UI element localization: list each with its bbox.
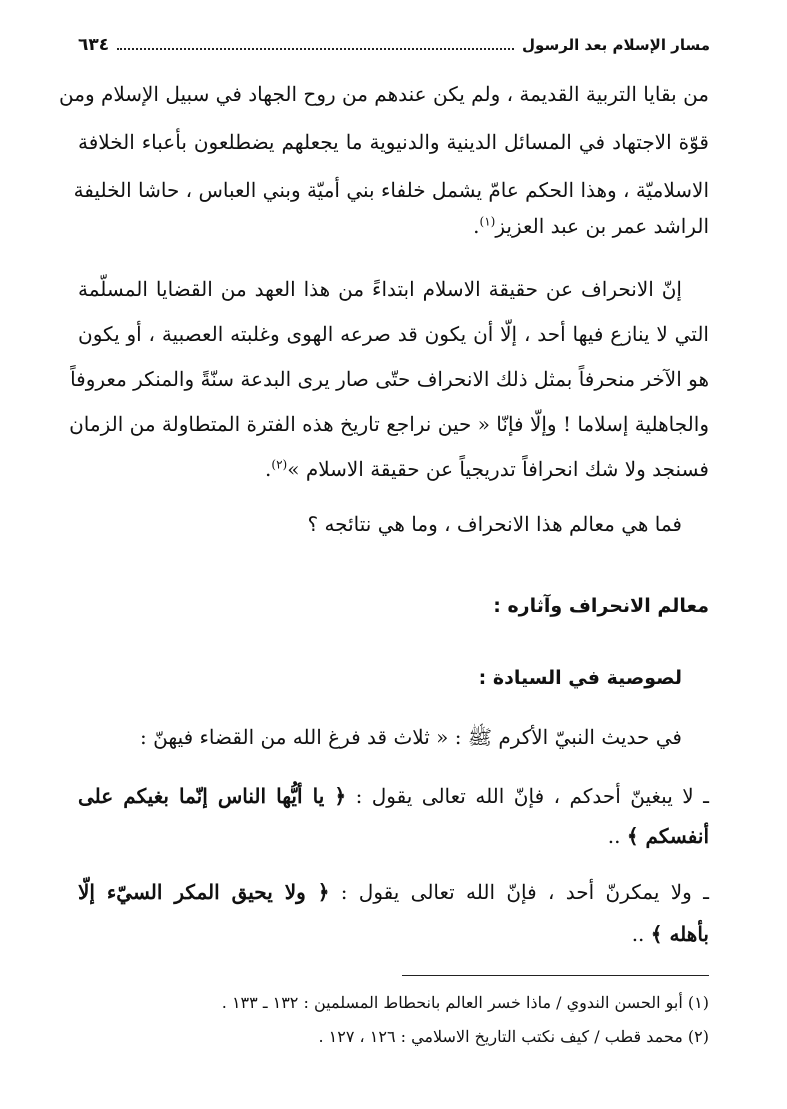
- leader-dots: [117, 48, 514, 50]
- item1-line2: [608, 822, 709, 850]
- footnote-ref-2[interactable]: (٢): [271, 457, 288, 472]
- paragraph2-line5-end: .: [265, 457, 272, 481]
- section-heading: معالم الانحراف وآثاره :: [493, 595, 709, 617]
- paragraph1-line2: قوّة الاجتهاد في المسائل الدينية والدنيوية ما يجعلهم يضطلعون بأعباء الخلافة: [78, 130, 709, 154]
- subheading: لصوصية في السيادة :: [478, 667, 682, 689]
- paragraph2-line2: التي لا ينازع فيها أحد ، إلّا أن يكون قد صرعه الهوى وغلبته العصبية ، أو يكون: [78, 322, 709, 346]
- footnote-1: (١) أبو الحسن الندوي / ماذا خسر العالم بانحطاط المسلمين : ١٣٢ ـ ١٣٣ .: [221, 993, 709, 1012]
- paragraph1-line1: من بقايا التربية القديمة ، ولم يكن عندهم من روح الجهاد في سبيل الإسلام ومن: [59, 82, 709, 106]
- paragraph2-line1: إنّ الانحراف عن حقيقة الاسلام ابتداءً من هذا العهد من القضايا المسلّمة: [78, 277, 682, 301]
- paragraph1-line3: الاسلاميّة ، وهذا الحكم عامّ يشمل خلفاء بني أميّة وبني العباس ، حاشا الخليفة: [73, 178, 709, 202]
- paragraph1-line4-end: .: [473, 214, 480, 238]
- item1-quran-verse-end: أنفسكم ﴾: [626, 824, 709, 848]
- paragraph1-line4: [473, 212, 709, 240]
- item1-text: ـ لا يبغينّ أحدكم ، فإنّ الله تعالى يقول :: [346, 784, 709, 808]
- paragraph2-line5-text: فسنجد ولا شك انحرافاً تدريجياً عن حقيقة الاسلام »: [287, 457, 709, 481]
- paragraph2-line5: [265, 455, 709, 483]
- item2-line1: [78, 878, 709, 906]
- item2-quran-verse: ﴿ ولا يحيق المكر السيّء إلّا: [78, 880, 330, 904]
- paragraph2-line3: هو الآخر منحرفاً بمثل ذلك الانحراف حتّى صار يرى البدعة سنّةً والمنكر معروفاً: [70, 367, 709, 391]
- item1-line1: [78, 782, 709, 810]
- hadith-intro: في حديث النبيّ الأكرم ﷺ : « ثلاث قد فرغ الله من القضاء فيهنّ :: [140, 725, 682, 749]
- item2-line2-end: ..: [631, 922, 651, 946]
- paragraph1-line4-text: الراشد عمر بن عبد العزيز: [495, 214, 709, 238]
- item2-line2: [632, 920, 709, 948]
- page-number: ٦٣٤: [78, 35, 110, 55]
- book-title: مسار الإسلام بعد الرسول: [522, 36, 710, 54]
- item1-line2-end: ..: [607, 824, 627, 848]
- question-line: فما هي معالم هذا الانحراف ، وما هي نتائجه ؟: [307, 512, 682, 536]
- item2-text: ـ ولا يمكرنّ أحد ، فإنّ الله تعالى يقول :: [329, 880, 709, 904]
- item2-quran-verse-end: بأهله ﴾: [650, 922, 709, 946]
- item1-quran-verse: ﴿ يا أيُّها الناس إنّما بغيكم على: [78, 784, 347, 808]
- running-header: [78, 34, 710, 56]
- footnote-separator: [402, 975, 709, 976]
- footnote-ref-1[interactable]: (١): [479, 214, 496, 229]
- footnote-2: (٢) محمد قطب / كيف نكتب التاريخ الاسلامي : ١٢٦ ، ١٢٧ .: [318, 1027, 709, 1046]
- paragraph2-line4: والجاهلية إسلاما ! وإلّا فإنّا « حين نراجع تاريخ هذه الفترة المتطاولة من الزمان: [69, 412, 709, 436]
